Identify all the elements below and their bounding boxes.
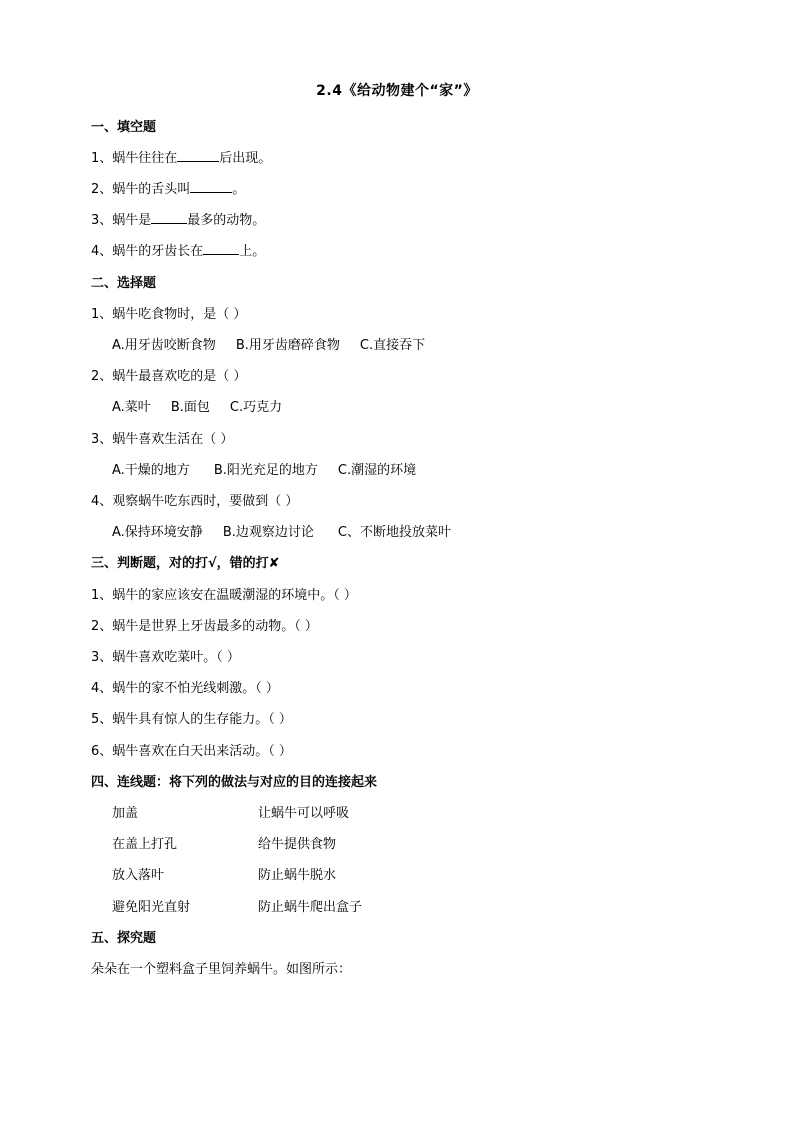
answer-blank[interactable] (190, 180, 232, 193)
matching-right-item[interactable]: 防止蜗牛脱水 (258, 868, 337, 883)
matching-left-item[interactable]: 放入落叶 (112, 868, 165, 883)
judge-question-1: 1、蜗牛的家应该安在温暖潮湿的环境中。（ ） (91, 588, 357, 603)
option-c[interactable]: C.潮湿的环境 (337, 463, 417, 478)
matching-right-item[interactable]: 让蜗牛可以呼吸 (258, 806, 350, 821)
choice-options-4 (112, 521, 451, 540)
answer-blank[interactable] (151, 211, 187, 224)
question-text: 1、蜗牛往往在 (91, 151, 178, 166)
matching-left-item[interactable]: 加盖 (112, 806, 139, 821)
matching-left-item[interactable]: 避免阳光直射 (112, 900, 191, 915)
question-text: 上。 (239, 244, 266, 259)
matching-left-item[interactable]: 在盖上打孔 (112, 837, 178, 852)
choice-question-4: 4、观察蜗牛吃东西时，要做到（ ） (91, 494, 299, 509)
section-heading-matching: 四、连线题：将下列的做法与对应的目的连接起来 (91, 775, 378, 790)
matching-right-item[interactable]: 防止蜗牛爬出盒子 (258, 900, 363, 915)
section-heading-inquiry: 五、探究题 (91, 931, 157, 946)
question-text: 4、蜗牛的牙齿长在 (91, 244, 204, 259)
option-b[interactable]: B.边观察边讨论 (222, 525, 314, 540)
judge-question-4: 4、蜗牛的家不怕光线刺激。（ ） (91, 681, 279, 696)
choice-question-2: 2、蜗牛最喜欢吃的是（ ） (91, 369, 247, 384)
section-heading-choice: 二、选择题 (91, 276, 157, 291)
fill-question-4 (91, 240, 265, 259)
matching-right-item[interactable]: 给牛提供食物 (258, 837, 337, 852)
option-c[interactable]: C.直接吞下 (359, 338, 426, 353)
answer-blank[interactable] (177, 149, 219, 162)
inquiry-question-text: 朵朵在一个塑料盒子里饲养蜗牛。如图所示： (91, 962, 352, 977)
option-a[interactable]: A.菜叶 (112, 400, 151, 415)
judge-question-5: 5、蜗牛具有惊人的生存能力。（ ） (91, 712, 292, 727)
option-c[interactable]: C.巧克力 (229, 400, 283, 415)
choice-options-3 (112, 459, 416, 478)
option-a[interactable]: A.用牙齿咬断食物 (112, 338, 216, 353)
question-text: 。 (232, 182, 246, 197)
fill-question-2 (91, 178, 245, 197)
question-text: 3、蜗牛是 (91, 213, 152, 228)
answer-blank[interactable] (203, 242, 239, 255)
option-b[interactable]: B.阳光充足的地方 (213, 463, 318, 478)
choice-question-1: 1、蜗牛吃食物时，是（ ） (91, 307, 247, 322)
judge-question-2: 2、蜗牛是世界上牙齿最多的动物。（ ） (91, 619, 318, 634)
option-b[interactable]: B.面包 (170, 400, 210, 415)
choice-options-2 (112, 396, 282, 415)
choice-options-1 (112, 334, 425, 353)
option-c[interactable]: C、不断地投放菜叶 (337, 525, 451, 540)
option-a[interactable]: A.保持环境安静 (112, 525, 203, 540)
judge-question-6: 6、蜗牛喜欢在白天出来活动。（ ） (91, 744, 292, 759)
fill-question-1 (91, 147, 271, 166)
question-text: 最多的动物。 (187, 213, 266, 228)
question-text: 2、蜗牛的舌头叫 (91, 182, 191, 197)
judge-question-3: 3、蜗牛喜欢吃菜叶。（ ） (91, 650, 240, 665)
section-heading-true-false: 三、判断题，对的打√，错的打✘ (91, 556, 280, 571)
section-heading-fill-blank: 一、填空题 (91, 120, 157, 135)
option-b[interactable]: B.用牙齿磨碎食物 (235, 338, 340, 353)
page-title: 2.4《给动物建个“家”》 (316, 83, 478, 99)
question-text: 后出现。 (219, 151, 272, 166)
fill-question-3 (91, 209, 265, 228)
option-a[interactable]: A.干燥的地方 (112, 463, 190, 478)
choice-question-3: 3、蜗牛喜欢生活在（ ） (91, 432, 234, 447)
